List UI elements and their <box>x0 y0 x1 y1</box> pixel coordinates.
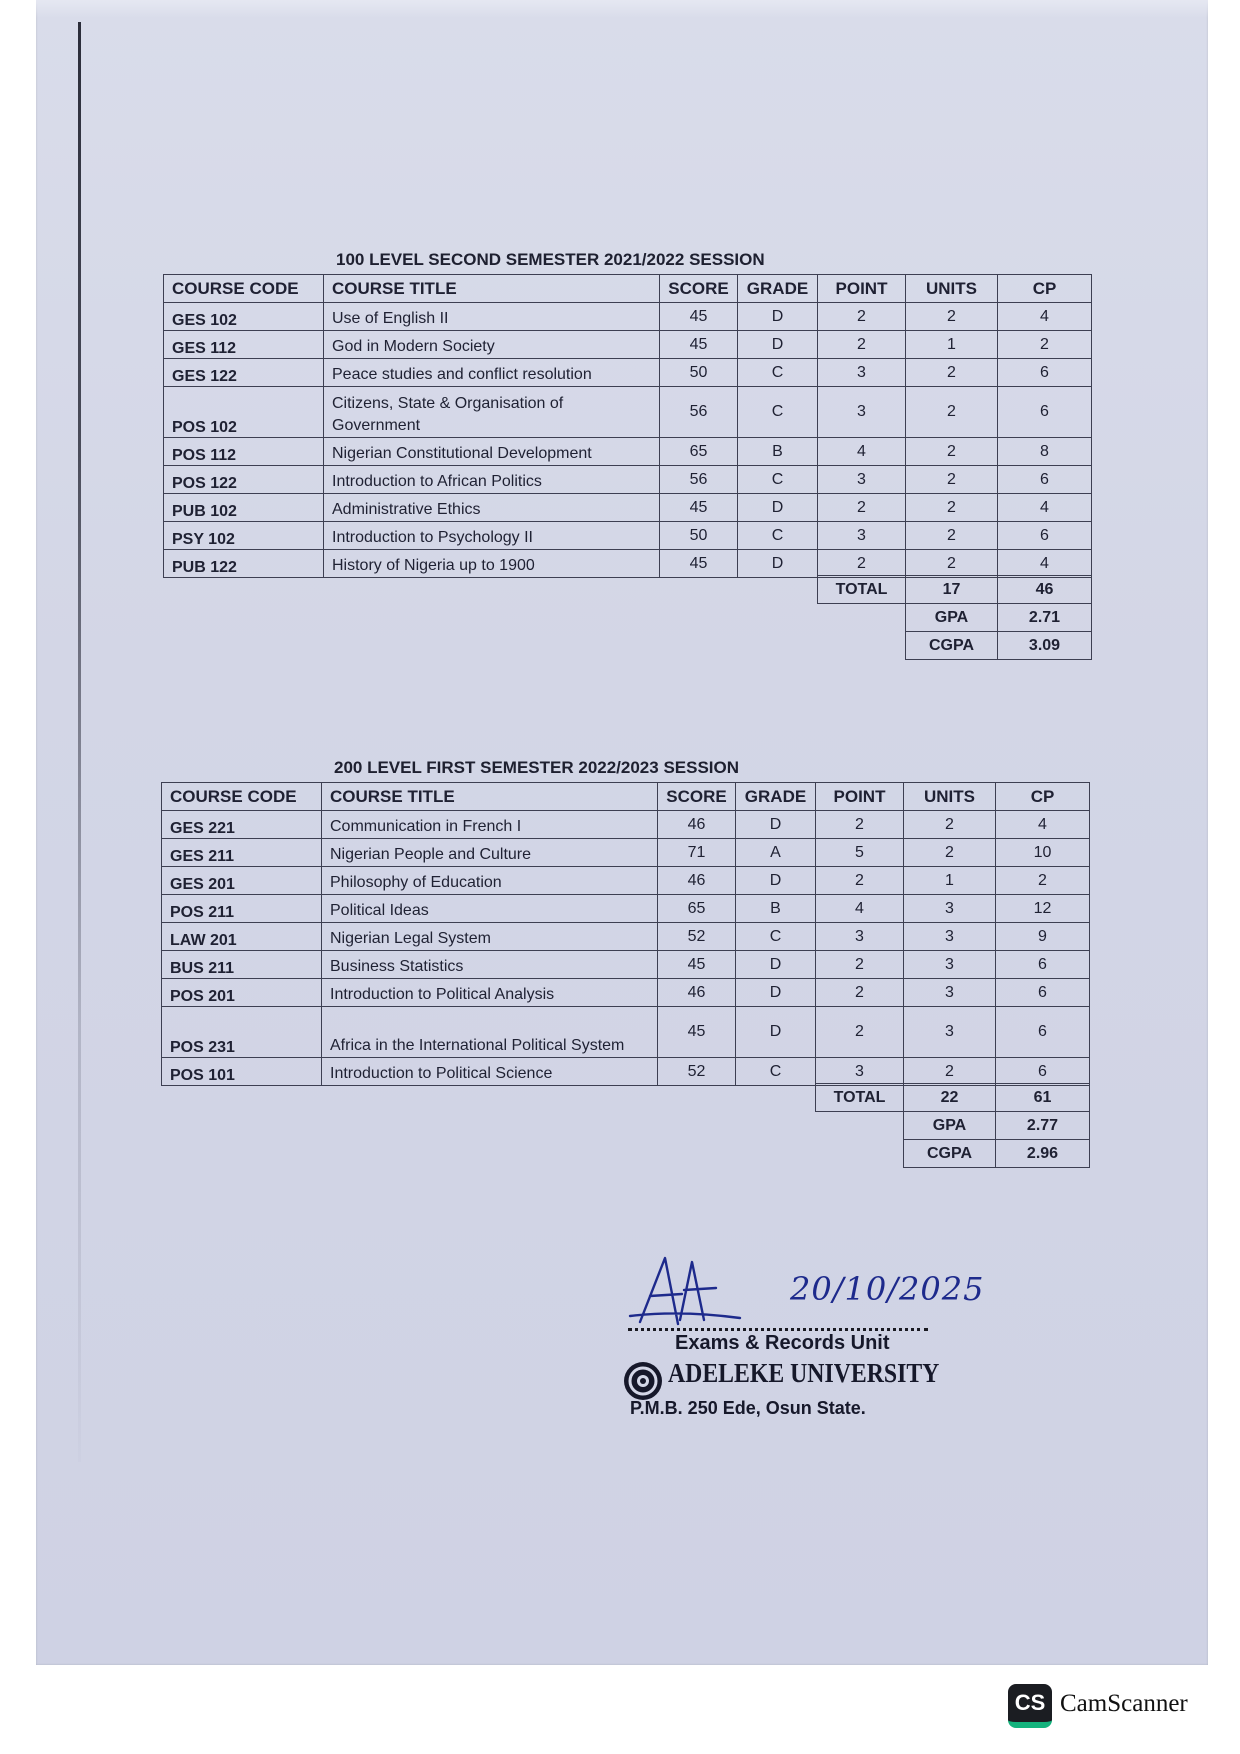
course-score: 56 <box>660 387 738 438</box>
stamp-university-name: ADELEKE UNIVERSITY <box>668 1358 940 1388</box>
course-score: 45 <box>658 951 736 979</box>
course-row <box>164 438 1092 466</box>
cgpa-value: 2.96 <box>996 1140 1090 1168</box>
course-score: 45 <box>658 1007 736 1058</box>
course-units: 3 <box>904 923 996 951</box>
course-point: 3 <box>816 923 904 951</box>
course-grade: B <box>738 438 818 466</box>
course-point: 3 <box>816 1058 904 1086</box>
course-units: 3 <box>904 895 996 923</box>
binding-edge-line <box>78 22 81 1462</box>
stamp-address: P.M.B. 250 Ede, Osun State. <box>630 1398 866 1418</box>
course-title: Introduction to Political Science <box>322 1058 658 1086</box>
course-code: BUS 211 <box>162 951 322 979</box>
course-units: 1 <box>904 867 996 895</box>
course-row <box>164 550 1092 578</box>
course-grade: D <box>736 867 816 895</box>
course-grade: D <box>738 494 818 522</box>
course-grade: D <box>738 331 818 359</box>
course-code: POS 102 <box>164 387 324 438</box>
header-course-title: COURSE TITLE <box>324 275 660 303</box>
course-point: 2 <box>816 1007 904 1058</box>
course-point: 4 <box>816 895 904 923</box>
course-code: PSY 102 <box>164 522 324 550</box>
course-units: 2 <box>906 387 998 438</box>
course-cp: 4 <box>998 303 1092 331</box>
course-title: Nigerian Legal System <box>322 923 658 951</box>
course-title: God in Modern Society <box>324 331 660 359</box>
gpa-value: 2.71 <box>998 604 1092 632</box>
course-point: 3 <box>818 359 906 387</box>
course-cp: 6 <box>998 466 1092 494</box>
course-cp: 2 <box>996 867 1090 895</box>
course-units: 1 <box>906 331 998 359</box>
course-cp: 6 <box>998 522 1092 550</box>
course-code: GES 201 <box>162 867 322 895</box>
blank-cell <box>818 604 906 632</box>
header-point: POINT <box>816 783 904 811</box>
signature-line <box>628 1328 928 1331</box>
course-code: GES 112 <box>164 331 324 359</box>
course-score: 45 <box>660 550 738 578</box>
course-cp: 6 <box>998 359 1092 387</box>
course-cp: 4 <box>996 811 1090 839</box>
semester1-results-table <box>163 274 1092 578</box>
header-units: UNITS <box>906 275 998 303</box>
header-grade: GRADE <box>736 783 816 811</box>
header-cp: CP <box>996 783 1090 811</box>
course-title: Nigerian Constitutional Development <box>324 438 660 466</box>
course-row <box>162 895 1090 923</box>
course-title: Africa in the International Political System <box>322 1007 658 1058</box>
course-units: 2 <box>904 811 996 839</box>
semester1-summary-table <box>817 575 1092 660</box>
semester2-title: 200 LEVEL FIRST SEMESTER 2022/2023 SESSION <box>334 758 740 777</box>
course-row <box>162 867 1090 895</box>
course-units: 2 <box>904 839 996 867</box>
course-grade: C <box>738 359 818 387</box>
cgpa-row <box>816 1140 1090 1168</box>
course-point: 4 <box>818 438 906 466</box>
course-units: 3 <box>904 951 996 979</box>
course-cp: 12 <box>996 895 1090 923</box>
table-header-row <box>162 783 1090 811</box>
course-title: Use of English II <box>324 303 660 331</box>
course-score: 45 <box>660 331 738 359</box>
course-grade: D <box>736 979 816 1007</box>
course-title: Philosophy of Education <box>322 867 658 895</box>
course-score: 65 <box>658 895 736 923</box>
blank-cell <box>818 632 906 660</box>
total-cp: 46 <box>998 576 1092 604</box>
course-cp: 6 <box>996 1058 1090 1086</box>
course-grade: C <box>738 387 818 438</box>
course-code: GES 122 <box>164 359 324 387</box>
course-row <box>164 494 1092 522</box>
course-score: 71 <box>658 839 736 867</box>
signature-mark <box>620 1250 760 1330</box>
course-score: 56 <box>660 466 738 494</box>
course-grade: C <box>736 1058 816 1086</box>
course-title: Peace studies and conflict resolution <box>324 359 660 387</box>
course-score: 46 <box>658 979 736 1007</box>
total-label: TOTAL <box>816 1084 904 1112</box>
course-units: 3 <box>904 1007 996 1058</box>
course-grade: D <box>736 951 816 979</box>
paper-top-edge <box>36 0 1208 18</box>
header-cp: CP <box>998 275 1092 303</box>
gpa-label: GPA <box>904 1112 996 1140</box>
course-point: 3 <box>818 387 906 438</box>
stamp-unit-name: Exams & Records Unit <box>675 1332 890 1354</box>
course-point: 3 <box>818 466 906 494</box>
course-point: 2 <box>816 951 904 979</box>
course-grade: D <box>738 550 818 578</box>
course-grade: C <box>736 923 816 951</box>
course-grade: C <box>738 466 818 494</box>
cgpa-value: 3.09 <box>998 632 1092 660</box>
header-course-code: COURSE CODE <box>164 275 324 303</box>
course-row <box>164 522 1092 550</box>
header-score: SCORE <box>658 783 736 811</box>
signature-date: 20/10/2025 <box>790 1270 985 1308</box>
total-label: TOTAL <box>818 576 906 604</box>
course-row <box>164 466 1092 494</box>
course-score: 50 <box>660 359 738 387</box>
course-title: Business Statistics <box>322 951 658 979</box>
header-units: UNITS <box>904 783 996 811</box>
course-title: Administrative Ethics <box>324 494 660 522</box>
course-cp: 9 <box>996 923 1090 951</box>
course-score: 46 <box>658 867 736 895</box>
total-units: 22 <box>904 1084 996 1112</box>
course-point: 2 <box>818 550 906 578</box>
course-point: 2 <box>816 979 904 1007</box>
course-title: Nigerian People and Culture <box>322 839 658 867</box>
course-score: 45 <box>660 494 738 522</box>
header-grade: GRADE <box>738 275 818 303</box>
course-title: Introduction to Psychology II <box>324 522 660 550</box>
course-title: Political Ideas <box>322 895 658 923</box>
course-title: Introduction to African Politics <box>324 466 660 494</box>
gpa-label: GPA <box>906 604 998 632</box>
gpa-row <box>818 604 1092 632</box>
course-title: Citizens, State & Organisation of Government <box>324 387 660 438</box>
camscanner-watermark <box>1008 1684 1228 1732</box>
blank-cell <box>816 1112 904 1140</box>
course-grade: D <box>736 1007 816 1058</box>
course-code: PUB 122 <box>164 550 324 578</box>
header-course-code: COURSE CODE <box>162 783 322 811</box>
course-point: 3 <box>818 522 906 550</box>
course-point: 2 <box>818 494 906 522</box>
course-grade: D <box>738 303 818 331</box>
course-grade: A <box>736 839 816 867</box>
course-row <box>162 839 1090 867</box>
course-title: History of Nigeria up to 1900 <box>324 550 660 578</box>
semester2-results-table <box>161 782 1090 1086</box>
course-cp: 4 <box>998 550 1092 578</box>
course-cp: 4 <box>998 494 1092 522</box>
camscanner-label: CamScanner <box>1060 1690 1188 1717</box>
course-point: 2 <box>818 303 906 331</box>
course-units: 2 <box>906 303 998 331</box>
course-row <box>162 951 1090 979</box>
cgpa-label: CGPA <box>904 1140 996 1168</box>
total-row <box>818 576 1092 604</box>
gpa-value: 2.77 <box>996 1112 1090 1140</box>
course-row <box>162 811 1090 839</box>
course-point: 2 <box>816 811 904 839</box>
course-row <box>162 1007 1090 1058</box>
course-units: 2 <box>906 522 998 550</box>
course-cp: 2 <box>998 331 1092 359</box>
semester2-summary-table <box>815 1083 1090 1168</box>
gpa-row <box>816 1112 1090 1140</box>
course-title: Communication in French I <box>322 811 658 839</box>
course-score: 46 <box>658 811 736 839</box>
certification-block <box>620 1250 985 1430</box>
university-seal-icon <box>622 1360 664 1402</box>
course-row <box>162 1058 1090 1086</box>
course-units: 3 <box>904 979 996 1007</box>
course-code: GES 102 <box>164 303 324 331</box>
course-point: 5 <box>816 839 904 867</box>
course-point: 2 <box>818 331 906 359</box>
course-units: 2 <box>906 550 998 578</box>
course-code: POS 112 <box>164 438 324 466</box>
course-grade: D <box>736 811 816 839</box>
course-row <box>164 303 1092 331</box>
course-code: POS 101 <box>162 1058 322 1086</box>
course-cp: 6 <box>996 1007 1090 1058</box>
course-row <box>164 359 1092 387</box>
course-score: 45 <box>660 303 738 331</box>
course-code: PUB 102 <box>164 494 324 522</box>
camscanner-logo-icon: CS <box>1008 1684 1052 1728</box>
cgpa-label: CGPA <box>906 632 998 660</box>
header-score: SCORE <box>660 275 738 303</box>
course-score: 52 <box>658 923 736 951</box>
cgpa-row <box>818 632 1092 660</box>
course-grade: C <box>738 522 818 550</box>
course-cp: 10 <box>996 839 1090 867</box>
total-cp: 61 <box>996 1084 1090 1112</box>
course-title: Introduction to Political Analysis <box>322 979 658 1007</box>
course-units: 2 <box>906 438 998 466</box>
course-units: 2 <box>904 1058 996 1086</box>
blank-cell <box>816 1140 904 1168</box>
course-row <box>162 923 1090 951</box>
course-score: 65 <box>660 438 738 466</box>
course-units: 2 <box>906 494 998 522</box>
course-cp: 6 <box>998 387 1092 438</box>
course-row <box>164 331 1092 359</box>
course-score: 50 <box>660 522 738 550</box>
course-units: 2 <box>906 359 998 387</box>
course-code: GES 211 <box>162 839 322 867</box>
course-cp: 6 <box>996 979 1090 1007</box>
course-row <box>162 979 1090 1007</box>
total-row <box>816 1084 1090 1112</box>
total-units: 17 <box>906 576 998 604</box>
course-point: 2 <box>816 867 904 895</box>
course-row <box>164 387 1092 438</box>
header-course-title: COURSE TITLE <box>322 783 658 811</box>
course-code: POS 211 <box>162 895 322 923</box>
course-cp: 8 <box>998 438 1092 466</box>
course-code: POS 122 <box>164 466 324 494</box>
course-code: LAW 201 <box>162 923 322 951</box>
course-code: POS 201 <box>162 979 322 1007</box>
course-cp: 6 <box>996 951 1090 979</box>
course-code: POS 231 <box>162 1007 322 1058</box>
course-units: 2 <box>906 466 998 494</box>
semester1-title: 100 LEVEL SECOND SEMESTER 2021/2022 SESSION <box>336 250 765 269</box>
table-header-row <box>164 275 1092 303</box>
course-grade: B <box>736 895 816 923</box>
course-score: 52 <box>658 1058 736 1086</box>
course-code: GES 221 <box>162 811 322 839</box>
header-point: POINT <box>818 275 906 303</box>
